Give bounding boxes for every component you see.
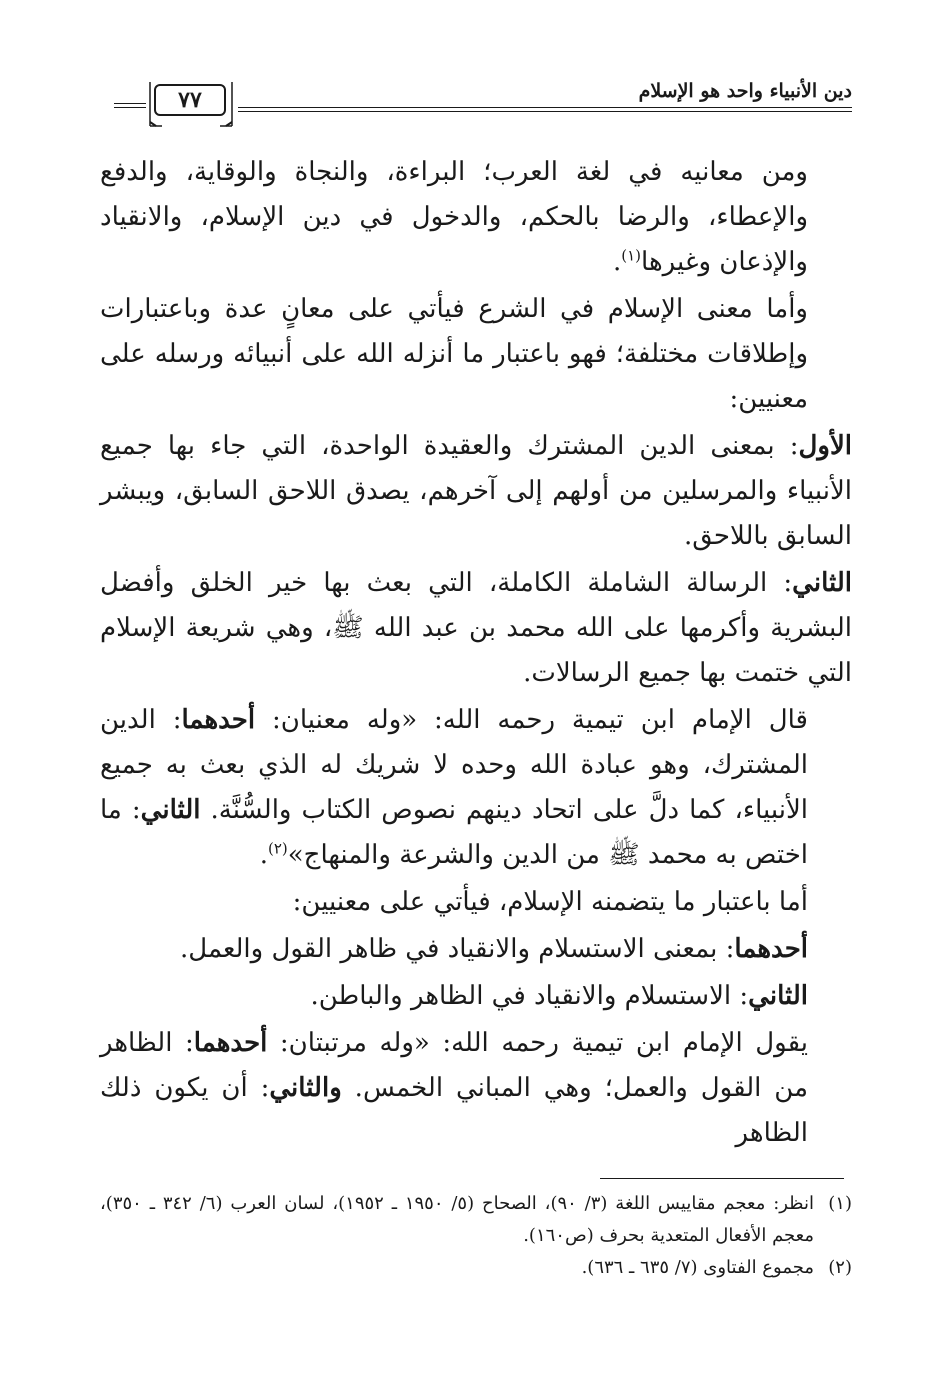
page-number-frame [146, 78, 236, 130]
page-number-box [154, 84, 226, 116]
punctuation: . [259, 840, 268, 870]
paragraph-text: يقول الإمام ابن تيمية رحمه الله: «وله مرتبتان: [267, 1028, 808, 1058]
term-label: الأول [798, 431, 852, 461]
paragraph-text: : الدين المشترك، وهو عبادة الله وحده لا شريك له الذي بعث به جميع الأنبياء، كما دلَّ على اتحاد دينهم نصوص الكتاب والسُّنَّة. [100, 705, 808, 825]
paragraph [100, 561, 852, 696]
term-label: الثاني [748, 981, 808, 1011]
footnote-number: (١) [828, 1193, 852, 1214]
footnote [100, 1252, 852, 1284]
paragraph-text: قال الإمام ابن تيمية رحمه الله: «وله معنيان: [255, 705, 808, 735]
footnote-text: مجموع الفتاوى (٧/ ٦٣٥ ـ ٦٣٦). [581, 1257, 814, 1278]
paragraph [100, 974, 852, 1019]
paragraph-text: أما باعتبار ما يتضمنه الإسلام، فيأتي على معنيين: [292, 887, 808, 917]
paragraph-text: : ما اختص به محمد ﷺ من الدين والشرعة والمنهاج» [100, 795, 808, 870]
paragraph [100, 880, 852, 925]
paragraph-text: : الظاهر من القول والعمل؛ وهي المباني الخمس. [100, 1028, 809, 1103]
paragraph [100, 1021, 852, 1156]
term-label: أحدهما [734, 934, 808, 964]
paragraph-text: : بمعنى الدين المشترك والعقيدة الواحدة، التي جاء بها جميع الأنبياء والمرسلين من أولهم إلى آخرهم، يصدق اللاحق السابق، ويبشر السابق باللاحق. [100, 431, 852, 551]
footnote-text: انظر: معجم مقاييس اللغة (٣/ ٩٠)، الصحاح (٥/ ١٩٥٠ ـ ١٩٥٢)، لسان العرب (٦/ ٣٤٢ ـ ٣٥٠)، معجم الأفعال المتعدية بحرف (ص١٦٠). [100, 1193, 814, 1246]
header-rule-left [114, 107, 146, 108]
page-number: ٧٧ [178, 87, 202, 113]
paragraph-text: : أن يكون ذلك الظاهر [100, 1073, 808, 1148]
paragraph-text: وأما معنى الإسلام في الشرع فيأتي على معانٍ عدة وباعتبارات وإطلاقات مختلفة؛ فهو باعتبار ما أنزله الله على أنبيائه ورسله على معنيين: [100, 294, 808, 414]
paragraph-text: ومن معانيه في لغة العرب؛ البراءة، والنجاة والوقاية، والدفع والإعطاء، والرضا بالحكم، والدخول في دين الإسلام، والانقياد والإذعان وغيرها [100, 157, 808, 277]
term-label: والثاني [269, 1073, 342, 1103]
header-rule-left [114, 103, 146, 104]
header-rule [238, 107, 852, 108]
paragraph [100, 927, 852, 972]
footnote-ref[interactable]: (١) [621, 246, 642, 265]
footnote-separator [600, 1178, 844, 1179]
term-label: الثاني [140, 795, 201, 825]
footnote-number: (٢) [828, 1257, 852, 1278]
paragraph-text: : الاستسلام والانقياد في الظاهر والباطن. [310, 981, 749, 1011]
page-header [100, 76, 852, 136]
footnote [100, 1188, 852, 1252]
running-title: دين الأنبياء واحد هو الإسلام [638, 80, 852, 102]
paragraph-text: : بمعنى الاستسلام والانقياد في ظاهر القول والعمل. [179, 934, 735, 964]
footnotes [100, 1188, 852, 1284]
paragraph [100, 424, 852, 559]
header-rule [238, 111, 852, 112]
paragraph [100, 698, 852, 878]
paragraph-text: : الرسالة الشاملة الكاملة، التي بعث بها خير الخلق وأفضل البشرية وأكرمها على الله محمد بن عبد الله ﷺ، وهي شريعة الإسلام التي ختمت بها جميع الرسالات. [100, 568, 852, 688]
paragraph [100, 150, 852, 285]
footnote-ref[interactable]: (٢) [267, 839, 288, 858]
paragraph [100, 287, 852, 422]
punctuation: . [612, 247, 622, 277]
term-label: أحدهما [193, 1028, 268, 1058]
term-label: أحدهما [181, 705, 256, 735]
term-label: الثاني [792, 568, 852, 598]
main-text [100, 150, 852, 1156]
